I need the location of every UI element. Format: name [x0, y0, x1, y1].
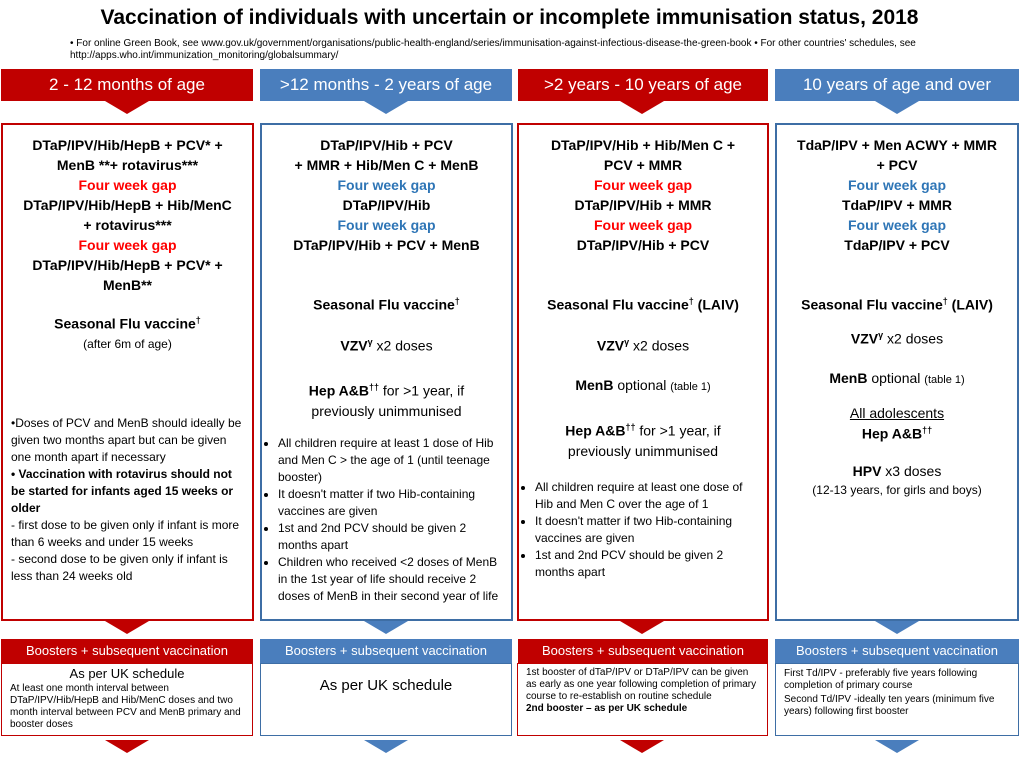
- gap-label: Four week gap: [78, 237, 177, 253]
- column-header-10y-over: 10 years of age and over: [775, 69, 1019, 101]
- schedule-line: TdaP/IPV + Men ACWY + MMR: [797, 137, 997, 153]
- booster-box-10y-over: [775, 663, 1019, 736]
- schedule-line: DTaP/IPV/Hib + MMR: [574, 197, 712, 213]
- note-item: • Vaccination with rotavirus should not be started for infants aged 15 weeks or older: [11, 467, 234, 515]
- schedule-line: DTaP/IPV/Hib: [342, 197, 431, 213]
- menb-optional: optional: [613, 377, 671, 393]
- flu-vaccine-label: Seasonal Flu vaccine: [54, 315, 196, 332]
- flu-vaccine-label: Seasonal Flu vaccine: [801, 296, 943, 313]
- note-item: • All children require at least 1 dose of Hib and Men C > the age of 1 (until teenage booster): [278, 435, 507, 486]
- note-item: • It doesn't matter if two Hib-containing vaccines are given: [535, 513, 763, 547]
- schedule-line: MenB**: [102, 277, 152, 293]
- booster-box-2-12-months: [1, 663, 253, 736]
- hpv-note: (12-13 years, for girls and boys): [812, 483, 982, 497]
- down-arrow-icon: [105, 621, 149, 634]
- note-item: • Children who received <2 doses of MenB in the 1st year of life should receive 2 doses of MenB in their second year of life: [278, 554, 507, 605]
- down-arrow-icon: [364, 621, 408, 634]
- hep-label: Hep A&B: [308, 382, 369, 399]
- menb-optional: optional: [867, 370, 925, 386]
- booster-header: Boosters + subsequent vaccination: [260, 639, 512, 663]
- schedule-line: DTaP/IPV/Hib/HepB + Hib/MenC: [23, 197, 232, 213]
- menb-label: MenB: [829, 370, 868, 386]
- vzv-label: VZV: [850, 330, 879, 347]
- note-item: • 1st and 2nd PCV should be given 2 months apart: [278, 520, 507, 554]
- flu-extra: (LAIV): [693, 296, 739, 313]
- gap-label: Four week gap: [847, 177, 947, 193]
- booster-header: Boosters + subsequent vaccination: [1, 639, 253, 663]
- vzv-doses: x2 doses: [883, 330, 944, 347]
- down-arrow-icon: [875, 740, 919, 753]
- down-arrow-icon: [620, 740, 664, 753]
- schedule-line: PCV + MMR: [603, 157, 683, 173]
- schedule-line: TdaP/IPV + MMR: [841, 197, 953, 213]
- footnote-mark: ††: [625, 422, 636, 432]
- menb-label: MenB: [575, 377, 614, 393]
- adolescents-label: All adolescents: [849, 405, 945, 421]
- note-item: • All children require at least one dose of Hib and Men C over the age of 1: [535, 479, 763, 513]
- page-title: Vaccination of individuals with uncertain or incomplete immunisation status, 2018: [100, 6, 919, 29]
- hpv-doses: x3 doses: [881, 463, 942, 479]
- schedule-line: TdaP/IPV + PCV: [844, 237, 950, 253]
- column-header-12m-2y: >12 months - 2 years of age: [260, 69, 512, 101]
- gap-label: Four week gap: [337, 217, 436, 233]
- footnote-mark: ††: [368, 382, 379, 392]
- flu-vaccine-label: Seasonal Flu vaccine: [313, 296, 455, 313]
- down-arrow-icon: [620, 621, 664, 634]
- schedule-line: DTaP/IPV/Hib + PCV: [576, 237, 710, 253]
- schedule-line: DTaP/IPV/Hib + Hib/Men C +: [550, 137, 736, 153]
- hep-label: Hep A&B: [565, 422, 626, 439]
- vzv-label: VZV: [596, 337, 625, 354]
- note-item: - second dose to be given only if infant is less than 24 weeks old: [11, 552, 228, 583]
- down-arrow-icon: [620, 101, 664, 114]
- down-arrow-icon: [105, 101, 149, 114]
- booster-box-12m-2y: [260, 663, 512, 736]
- note-item: - first dose to be given only if infant is more than 6 weeks and under 15 weeks: [11, 518, 240, 549]
- down-arrow-icon: [875, 101, 919, 114]
- note-item: •Doses of PCV and MenB should ideally be given two months apart but can be given one month apart if necessary: [11, 416, 242, 464]
- booster-header: Boosters + subsequent vaccination: [775, 639, 1019, 663]
- gap-label: Four week gap: [337, 177, 436, 193]
- hep-text: for >1 year, if previously unimmunised: [567, 422, 721, 459]
- gap-label: Four week gap: [593, 177, 693, 193]
- schedule-line: + PCV: [876, 157, 918, 173]
- hep-text: for >1 year, if previously unimmunised: [311, 382, 465, 419]
- schedule-box-2y-10y: [517, 123, 769, 621]
- down-arrow-icon: [875, 621, 919, 634]
- schedule-line: DTaP/IPV/Hib/HepB + PCV* +: [32, 257, 223, 273]
- schedule-line: + MMR + Hib/Men C + MenB: [294, 157, 479, 173]
- schedule-line: DTaP/IPV/Hib/HepB + PCV* +: [32, 137, 223, 153]
- footnote-mark: †: [942, 296, 948, 306]
- flu-extra: (LAIV): [947, 296, 993, 313]
- schedule-box-12m-2y: [260, 123, 513, 621]
- vzv-doses: x2 doses: [372, 337, 433, 354]
- down-arrow-icon: [364, 101, 408, 114]
- gap-label: Four week gap: [847, 217, 947, 233]
- footnote-mark: †: [195, 315, 201, 325]
- menb-table-ref: (table 1): [924, 374, 965, 386]
- vzv-label: VZV: [340, 337, 368, 354]
- gap-label: Four week gap: [593, 217, 693, 233]
- down-arrow-icon: [364, 740, 408, 753]
- booster-text: 2nd booster – as per UK schedule: [526, 703, 688, 714]
- footnote-mark: †: [454, 296, 460, 306]
- footnote-mark: γ: [624, 337, 630, 347]
- booster-text: At least one month interval between DTaP/IPV/Hib/HepB and Hib/MenC doses and two month interval between PCV and MenB primary and booster doses: [10, 683, 241, 730]
- booster-text: First Td/IPV - preferably five years following completion of primary course: [784, 668, 978, 691]
- column-header-2-12-months: 2 - 12 months of age: [1, 69, 253, 101]
- schedule-line: DTaP/IPV/Hib + PCV + MenB: [293, 237, 480, 253]
- column-header-2y-10y: >2 years - 10 years of age: [518, 69, 768, 101]
- subtitle-links: • For online Green Book, see www.gov.uk/government/organisations/public-health-england/series/immunisation-against-infectious-disease-the-green-book • For other countries' schedules, see http://apps.who.int/immunization_monitoring/globalsummary/: [70, 38, 916, 61]
- flu-vaccine-label: Seasonal Flu vaccine: [547, 296, 689, 313]
- note-item: • 1st and 2nd PCV should be given 2 months apart: [535, 547, 763, 581]
- footnote-mark: †: [688, 296, 694, 306]
- booster-text: 1st booster of dTaP/IPV or DTaP/IPV can be given as early as one year following completion of primary course to re-establish on routine schedule: [526, 667, 757, 702]
- gap-label: Four week gap: [78, 177, 177, 193]
- down-arrow-icon: [105, 740, 149, 753]
- booster-text: Second Td/IPV -ideally ten years (minimum five years) following first booster: [784, 694, 995, 717]
- booster-box-2y-10y: [517, 663, 768, 736]
- booster-title: As per UK schedule: [69, 666, 185, 681]
- schedule-line: DTaP/IPV/Hib + PCV: [320, 137, 453, 153]
- footnote-mark: γ: [878, 330, 884, 340]
- note-item: • It doesn't matter if two Hib-containing vaccines are given: [278, 486, 507, 520]
- hep-label: Hep A&B: [861, 425, 923, 442]
- footnote-mark: γ: [367, 337, 373, 347]
- booster-title: As per UK schedule: [319, 677, 453, 694]
- schedule-line: + rotavirus***: [83, 217, 172, 233]
- vzv-doses: x2 doses: [629, 337, 690, 354]
- booster-header: Boosters + subsequent vaccination: [518, 639, 768, 663]
- flu-vaccine-note: (after 6m of age): [83, 337, 172, 351]
- hpv-label: HPV: [852, 463, 882, 479]
- footnote-mark: ††: [922, 425, 933, 435]
- menb-table-ref: (table 1): [670, 381, 711, 393]
- schedule-box-10y-over: [775, 123, 1019, 621]
- schedule-box-2-12-months: [1, 123, 254, 621]
- schedule-line: MenB **+ rotavirus***: [56, 157, 199, 173]
